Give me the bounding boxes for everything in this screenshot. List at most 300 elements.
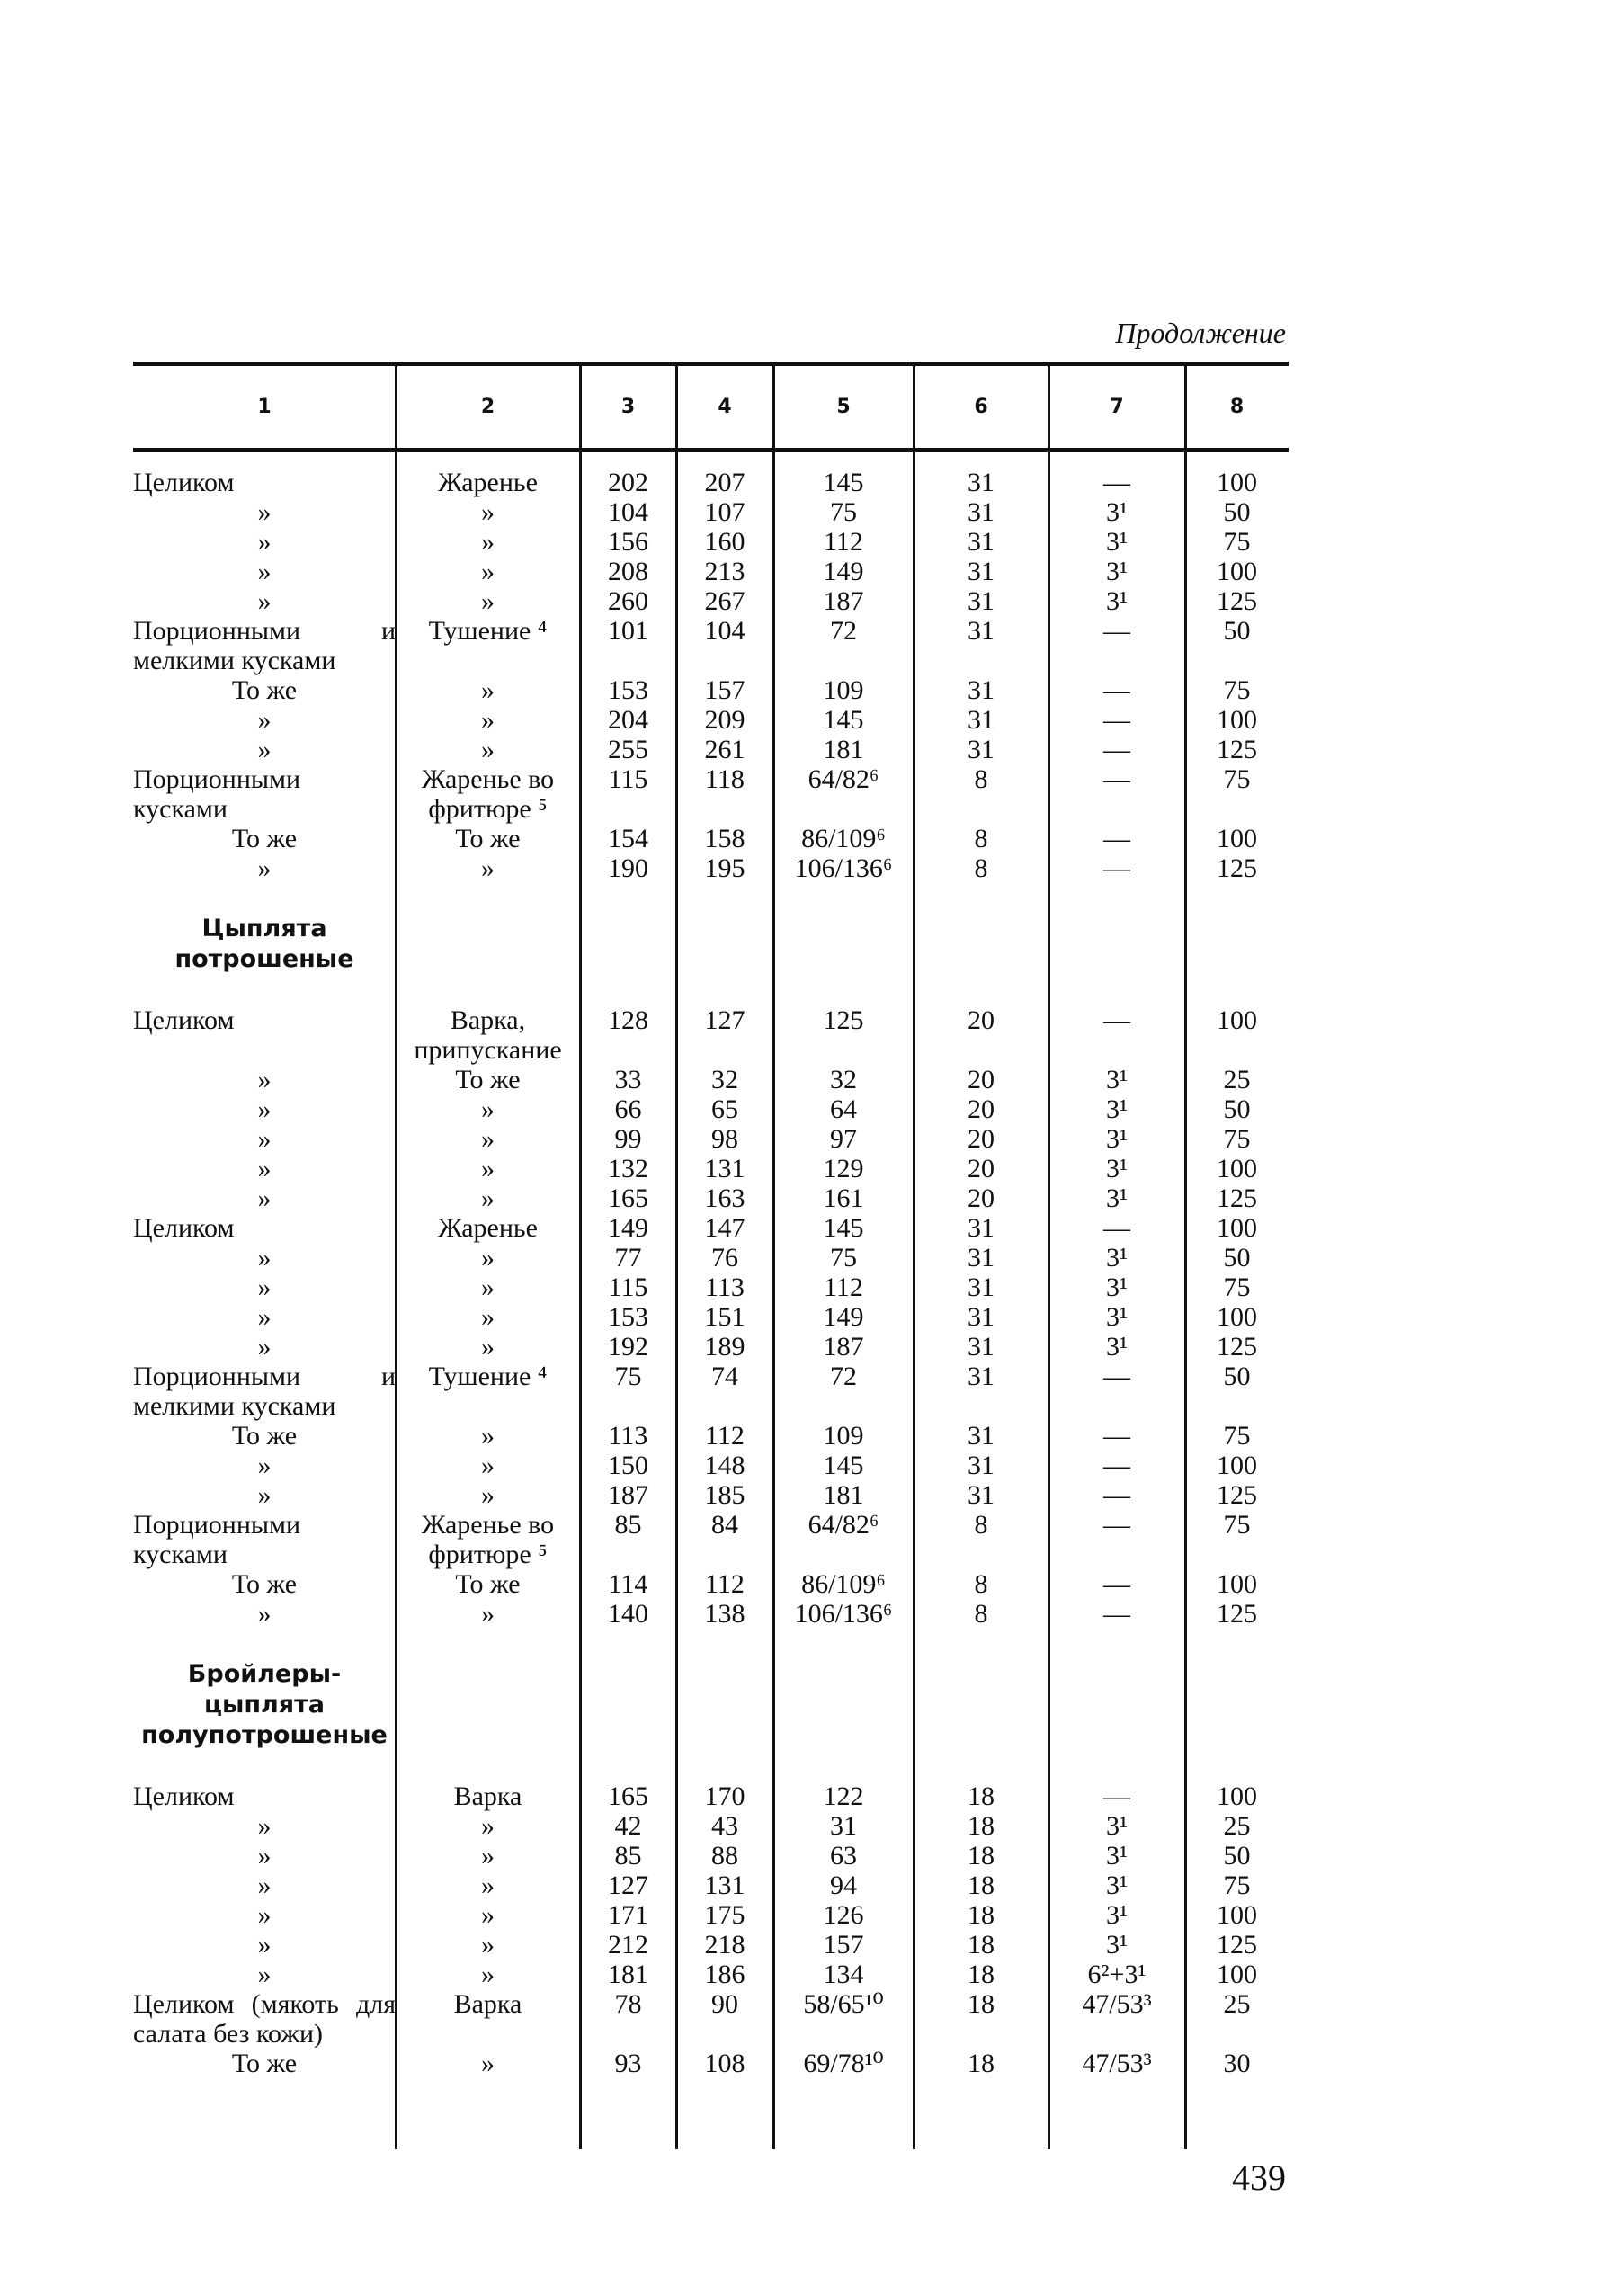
cell-col-7: 3¹ [1106, 1094, 1128, 1124]
cell-col-8: 75 [1223, 1124, 1251, 1154]
cell-col-3: 260 [608, 586, 648, 616]
cell-col-6: 18 [968, 1811, 995, 1841]
cell-col-3: 128 [608, 1005, 648, 1035]
table-row [133, 1005, 1289, 1065]
cell-col-8: 100 [1217, 824, 1257, 853]
cell-col-3: 99 [614, 1124, 642, 1154]
cell-col-3: 150 [608, 1451, 648, 1480]
cell-col-4: 151 [704, 1302, 745, 1332]
cell-col-4: 209 [704, 705, 745, 735]
cell-col-6: 8 [974, 1599, 988, 1629]
cell-col-7: — [1103, 735, 1130, 764]
cell-col-2: То же [455, 824, 521, 853]
cell-col-1: Целиком [133, 1782, 235, 1811]
cell-col-8: 75 [1223, 1871, 1251, 1900]
table-row [133, 1480, 1289, 1510]
cell-col-4: 131 [704, 1871, 745, 1900]
cell-col-3: 156 [608, 527, 648, 557]
table-row [133, 1871, 1289, 1900]
cell-col-5: 32 [830, 1065, 857, 1094]
table-row [133, 527, 1289, 557]
cell-col-2: » [481, 1599, 495, 1629]
cell-col-2: » [481, 497, 495, 527]
cell-col-6: 8 [974, 853, 988, 883]
cell-col-8: 125 [1217, 1930, 1257, 1960]
cell-col-4: 90 [711, 1989, 738, 2019]
cell-col-5: 125 [823, 1005, 864, 1035]
cell-col-1: » [257, 1811, 272, 1841]
cell-col-3: 153 [608, 1302, 648, 1332]
cell-col-5: 145 [823, 705, 864, 735]
cell-col-1: » [257, 1599, 272, 1629]
cell-col-3: 204 [608, 705, 648, 735]
cell-col-8: 50 [1223, 1362, 1251, 1391]
column-header-3: 3 [620, 396, 636, 418]
cell-col-2: То же [455, 1065, 521, 1094]
cell-col-5: 145 [823, 468, 864, 497]
table-row [133, 1960, 1289, 1989]
cell-col-3: 165 [608, 1782, 648, 1811]
cell-col-7: 3¹ [1106, 1065, 1128, 1094]
cell-col-6: 31 [968, 1302, 995, 1332]
cell-col-6: 31 [968, 1362, 995, 1391]
table-row [133, 586, 1289, 616]
cell-col-1: Порционными и мелкими кусками [133, 1362, 396, 1421]
cell-col-5: 86/109⁶ [801, 1569, 886, 1599]
cell-col-5: 129 [823, 1154, 864, 1183]
continuation-label: Продолжение [1115, 317, 1286, 349]
cell-col-7: — [1103, 1005, 1130, 1035]
cell-col-6: 31 [968, 1332, 995, 1362]
column-header-8: 8 [1229, 396, 1245, 418]
table-row [133, 2049, 1289, 2078]
cell-col-3: 212 [608, 1930, 648, 1960]
cell-col-2: » [481, 1421, 495, 1451]
cell-col-8: 50 [1223, 1841, 1251, 1871]
cell-col-6: 18 [968, 1871, 995, 1900]
cell-col-8: 50 [1223, 1243, 1251, 1273]
cell-col-3: 153 [608, 675, 648, 705]
cell-col-4: 113 [705, 1273, 745, 1302]
cell-col-7: 3¹ [1106, 557, 1128, 586]
cell-col-7: 3¹ [1106, 527, 1128, 557]
cell-col-8: 75 [1223, 764, 1251, 794]
cell-col-1: » [257, 1332, 272, 1362]
cell-col-8: 100 [1217, 1451, 1257, 1480]
cell-col-1: » [257, 853, 272, 883]
column-header-4: 4 [718, 396, 732, 418]
cell-col-8: 75 [1223, 1273, 1251, 1302]
cell-col-7: 6²+3¹ [1087, 1960, 1147, 1989]
cell-col-4: 163 [704, 1183, 745, 1213]
cell-col-8: 50 [1223, 616, 1251, 646]
cell-col-2: » [481, 1302, 495, 1332]
cell-col-4: 127 [704, 1005, 745, 1035]
cell-col-3: 115 [608, 1273, 648, 1302]
cell-col-4: 138 [704, 1599, 745, 1629]
cell-col-1: Целиком [133, 1005, 235, 1035]
cell-col-5: 109 [823, 1421, 864, 1451]
nutrition-table [133, 362, 1289, 2149]
cell-col-4: 107 [704, 497, 745, 527]
table-row [133, 557, 1289, 586]
cell-col-1: То же [231, 824, 298, 853]
cell-col-8: 125 [1217, 586, 1257, 616]
table-row [133, 1332, 1289, 1362]
cell-col-3: 114 [608, 1569, 648, 1599]
cell-col-6: 31 [968, 705, 995, 735]
cell-col-1: » [257, 557, 272, 586]
cell-col-8: 25 [1223, 1065, 1251, 1094]
column-header-7: 7 [1110, 396, 1124, 418]
cell-col-5: 126 [823, 1900, 864, 1930]
cell-col-5: 64 [830, 1094, 857, 1124]
cell-col-4: 98 [711, 1124, 738, 1154]
table-row [133, 1841, 1289, 1871]
spacer-row [133, 1629, 1289, 1659]
cell-col-5: 187 [823, 1332, 864, 1362]
cell-col-2: Тушение ⁴ [428, 616, 548, 646]
cell-col-2: » [481, 1811, 495, 1841]
table-row [133, 497, 1289, 527]
cell-col-2: Варка [453, 1989, 522, 2019]
cell-col-1: » [257, 1480, 272, 1510]
cell-col-4: 170 [704, 1782, 745, 1811]
cell-col-3: 93 [614, 2049, 642, 2078]
page-number: 439 [1232, 2157, 1286, 2198]
cell-col-7: 3¹ [1106, 497, 1128, 527]
cell-col-1: » [257, 1900, 272, 1930]
cell-col-4: 84 [711, 1510, 738, 1540]
cell-col-8: 50 [1223, 497, 1251, 527]
cell-col-8: 100 [1217, 1302, 1257, 1332]
table-row [133, 1154, 1289, 1183]
cell-col-8: 75 [1223, 1510, 1251, 1540]
cell-col-2: » [481, 1960, 495, 1989]
cell-col-3: 78 [614, 1989, 642, 2019]
cell-col-3: 140 [608, 1599, 648, 1629]
cell-col-7: 3¹ [1106, 1930, 1128, 1960]
cell-col-1: Порционными и мелкими кусками [133, 616, 396, 675]
cell-col-1: Порционными кусками [133, 764, 301, 824]
spacer-row [133, 883, 1289, 914]
cell-col-2: » [481, 1930, 495, 1960]
cell-col-2: » [481, 557, 495, 586]
cell-col-7: — [1103, 468, 1130, 497]
cell-col-5: 134 [823, 1960, 864, 1989]
cell-col-4: 261 [704, 735, 745, 764]
cell-col-1: То же [231, 2049, 298, 2078]
cell-col-5: 75 [830, 1243, 857, 1273]
cell-col-5: 58/65¹⁰ [803, 1989, 884, 2019]
table-row [133, 1421, 1289, 1451]
table-row [133, 824, 1289, 853]
cell-col-3: 85 [614, 1841, 642, 1871]
cell-col-4: 267 [704, 586, 745, 616]
cell-col-2: » [481, 1183, 495, 1213]
section-heading: Цыплята потрошеные [174, 915, 354, 973]
cell-col-7: — [1103, 1421, 1130, 1451]
cell-col-8: 100 [1217, 1900, 1257, 1930]
cell-col-5: 122 [823, 1782, 864, 1811]
cell-col-6: 8 [974, 764, 988, 794]
cell-col-8: 125 [1217, 1332, 1257, 1362]
cell-col-5: 187 [823, 586, 864, 616]
cell-col-4: 147 [704, 1213, 745, 1243]
table-row [133, 1124, 1289, 1154]
cell-col-4: 112 [705, 1569, 745, 1599]
column-header-2: 2 [480, 396, 495, 418]
cell-col-5: 145 [823, 1451, 864, 1480]
cell-col-5: 31 [830, 1811, 857, 1841]
cell-col-2: » [481, 527, 495, 557]
cell-col-6: 31 [968, 1421, 995, 1451]
spacer-row [133, 1751, 1289, 1782]
cell-col-6: 31 [968, 1480, 995, 1510]
table-row [133, 1243, 1289, 1273]
cell-col-8: 125 [1217, 853, 1257, 883]
cell-col-8: 125 [1217, 1599, 1257, 1629]
table-row [133, 1094, 1289, 1124]
cell-col-3: 132 [608, 1154, 648, 1183]
cell-col-6: 18 [968, 1900, 995, 1930]
column-header-5: 5 [836, 396, 851, 418]
cell-col-4: 213 [704, 557, 745, 586]
table-row [133, 1273, 1289, 1302]
cell-col-6: 20 [968, 1094, 995, 1124]
cell-col-2: То же [455, 1569, 521, 1599]
cell-col-6: 8 [974, 1510, 988, 1540]
cell-col-1: То же [231, 675, 298, 705]
table-row [133, 764, 1289, 824]
cell-col-4: 186 [704, 1960, 745, 1989]
cell-col-2: » [481, 1124, 495, 1154]
cell-col-1: » [257, 1960, 272, 1989]
cell-col-5: 86/109⁶ [801, 824, 886, 853]
cell-col-2: » [481, 1900, 495, 1930]
table-row [133, 705, 1289, 735]
cell-col-6: 8 [974, 1569, 988, 1599]
cell-col-2: Жаренье [438, 468, 538, 497]
cell-col-5: 149 [823, 1302, 864, 1332]
table-row [133, 1362, 1289, 1421]
cell-col-6: 20 [968, 1154, 995, 1183]
cell-col-4: 108 [704, 2049, 745, 2078]
cell-col-7: 3¹ [1106, 1124, 1128, 1154]
cell-col-2: » [481, 853, 495, 883]
table-row [133, 1900, 1289, 1930]
cell-col-1: » [257, 1154, 272, 1183]
cell-col-7: — [1103, 1480, 1130, 1510]
cell-col-7: — [1103, 1451, 1130, 1480]
table-row [133, 1599, 1289, 1629]
cell-col-8: 100 [1217, 557, 1257, 586]
cell-col-6: 31 [968, 557, 995, 586]
cell-col-5: 72 [830, 616, 857, 646]
table-row [133, 1811, 1289, 1841]
cell-col-7: 3¹ [1106, 1273, 1128, 1302]
table-row [133, 468, 1289, 497]
cell-col-7: — [1103, 1569, 1130, 1599]
cell-col-3: 192 [608, 1332, 648, 1362]
cell-col-5: 161 [823, 1183, 864, 1213]
cell-col-5: 106/136⁶ [794, 853, 893, 883]
cell-col-7: 3¹ [1106, 1332, 1128, 1362]
cell-col-4: 104 [704, 616, 745, 646]
cell-col-4: 112 [705, 1421, 745, 1451]
cell-col-1: Целиком [133, 1213, 235, 1243]
cell-col-2: » [481, 1154, 495, 1183]
cell-col-6: 31 [968, 1243, 995, 1273]
cell-col-1: То же [231, 1569, 298, 1599]
cell-col-7: 47/53³ [1082, 1989, 1152, 2019]
cell-col-2: » [481, 705, 495, 735]
cell-col-2: Варка, припускание [414, 1005, 562, 1065]
table-row [133, 1989, 1289, 2049]
cell-col-2: Жаренье во фритюре ⁵ [421, 1510, 555, 1569]
cell-col-3: 149 [608, 1213, 648, 1243]
cell-col-6: 31 [968, 675, 995, 705]
cell-col-1: » [257, 1124, 272, 1154]
cell-col-3: 255 [608, 735, 648, 764]
cell-col-3: 101 [608, 616, 648, 646]
cell-col-5: 112 [824, 527, 863, 557]
cell-col-6: 18 [968, 1930, 995, 1960]
cell-col-6: 18 [968, 1782, 995, 1811]
cell-col-1: » [257, 1871, 272, 1900]
cell-col-7: 3¹ [1106, 1243, 1128, 1273]
cell-col-5: 94 [830, 1871, 857, 1900]
cell-col-8: 100 [1217, 1154, 1257, 1183]
cell-col-3: 171 [608, 1900, 648, 1930]
table-row [133, 675, 1289, 705]
spacer-row [133, 975, 1289, 1005]
cell-col-1: » [257, 1930, 272, 1960]
header-divider [1184, 366, 1187, 448]
cell-col-1: » [257, 586, 272, 616]
table-row [133, 1302, 1289, 1332]
cell-col-7: 47/53³ [1082, 2049, 1152, 2078]
cell-col-1: » [257, 1302, 272, 1332]
header-divider [579, 366, 582, 448]
cell-col-7: 3¹ [1106, 586, 1128, 616]
cell-col-6: 18 [968, 1960, 995, 1989]
cell-col-2: » [481, 1332, 495, 1362]
cell-col-4: 218 [704, 1930, 745, 1960]
cell-col-4: 158 [704, 824, 745, 853]
cell-col-4: 131 [704, 1154, 745, 1183]
section-heading-row [133, 1659, 1289, 1751]
cell-col-8: 25 [1223, 1989, 1251, 2019]
cell-col-1: » [257, 705, 272, 735]
cell-col-1: » [257, 1451, 272, 1480]
cell-col-8: 75 [1223, 675, 1251, 705]
cell-col-5: 145 [823, 1213, 864, 1243]
cell-col-1: » [257, 1243, 272, 1273]
cell-col-5: 97 [830, 1124, 857, 1154]
cell-col-2: » [481, 1094, 495, 1124]
cell-col-5: 75 [830, 497, 857, 527]
header-divider [1048, 366, 1050, 448]
cell-col-8: 75 [1223, 1421, 1251, 1451]
cell-col-7: — [1103, 1362, 1130, 1391]
cell-col-6: 20 [968, 1005, 995, 1035]
cell-col-3: 66 [614, 1094, 642, 1124]
cell-col-2: Жаренье во фритюре ⁵ [421, 764, 555, 824]
cell-col-8: 75 [1223, 527, 1251, 557]
header-divider [772, 366, 775, 448]
cell-col-5: 112 [824, 1273, 863, 1302]
table-row [133, 1065, 1289, 1094]
cell-col-3: 165 [608, 1183, 648, 1213]
cell-col-4: 175 [704, 1900, 745, 1930]
cell-col-3: 208 [608, 557, 648, 586]
table-row [133, 853, 1289, 883]
cell-col-2: » [481, 675, 495, 705]
cell-col-1: » [257, 497, 272, 527]
cell-col-4: 76 [711, 1243, 738, 1273]
cell-col-7: — [1103, 1213, 1130, 1243]
cell-col-3: 77 [614, 1243, 642, 1273]
cell-col-4: 189 [704, 1332, 745, 1362]
cell-col-2: » [481, 586, 495, 616]
cell-col-8: 100 [1217, 468, 1257, 497]
header-divider [913, 366, 915, 448]
cell-col-7: — [1103, 616, 1130, 646]
cell-col-7: — [1103, 705, 1130, 735]
cell-col-1: » [257, 527, 272, 557]
cell-col-7: — [1103, 1782, 1130, 1811]
cell-col-1: » [257, 1841, 272, 1871]
cell-col-4: 148 [704, 1451, 745, 1480]
cell-col-6: 20 [968, 1124, 995, 1154]
cell-col-5: 181 [823, 1480, 864, 1510]
cell-col-6: 31 [968, 527, 995, 557]
cell-col-3: 75 [614, 1362, 642, 1391]
cell-col-8: 125 [1217, 735, 1257, 764]
cell-col-8: 50 [1223, 1094, 1251, 1124]
cell-col-4: 32 [711, 1065, 738, 1094]
cell-col-2: » [481, 2049, 495, 2078]
cell-col-4: 160 [704, 527, 745, 557]
cell-col-6: 31 [968, 586, 995, 616]
cell-col-6: 31 [968, 497, 995, 527]
cell-col-3: 181 [608, 1960, 648, 1989]
cell-col-6: 18 [968, 2049, 995, 2078]
cell-col-1: » [257, 1065, 272, 1094]
cell-col-5: 64/82⁶ [808, 764, 879, 794]
section-heading: Бройлеры-цыплята полупотрошеные [141, 1660, 388, 1749]
table-row [133, 1183, 1289, 1213]
header-divider [675, 366, 678, 448]
table-row [133, 1569, 1289, 1599]
cell-col-8: 100 [1217, 1213, 1257, 1243]
cell-col-4: 207 [704, 468, 745, 497]
cell-col-7: — [1103, 675, 1130, 705]
cell-col-8: 100 [1217, 1569, 1257, 1599]
cell-col-4: 118 [705, 764, 745, 794]
cell-col-6: 20 [968, 1183, 995, 1213]
cell-col-4: 185 [704, 1480, 745, 1510]
cell-col-8: 125 [1217, 1480, 1257, 1510]
cell-col-8: 100 [1217, 1005, 1257, 1035]
cell-col-7: 3¹ [1106, 1154, 1128, 1183]
cell-col-3: 187 [608, 1480, 648, 1510]
cell-col-4: 88 [711, 1841, 738, 1871]
cell-col-2: Тушение ⁴ [428, 1362, 548, 1391]
cell-col-1: » [257, 1094, 272, 1124]
cell-col-8: 125 [1217, 1183, 1257, 1213]
